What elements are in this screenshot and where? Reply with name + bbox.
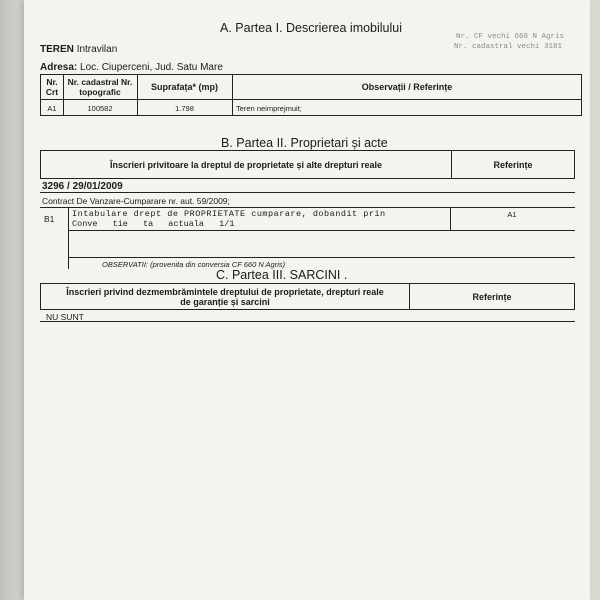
row-nr: A1: [47, 104, 57, 113]
charges-divider: [40, 321, 575, 322]
owners-entry: [40, 207, 575, 269]
charges-table-header: [40, 283, 575, 310]
charges-header-right: Referințe: [472, 292, 512, 302]
document-page: [24, 0, 590, 600]
section-c-title: C. Partea III. SARCINI .: [216, 268, 348, 282]
header-observations: Observații / Referințe: [361, 82, 453, 92]
contract-line: Contract De Vanzare-Cumparare nr. aut. 59/2009;: [42, 196, 230, 206]
charges-header-left: Înscrieri privind dezmembrămintele dreptului de proprietate, drepturi reale de garanție și sarcini: [66, 287, 384, 307]
charges-value: NU SUNT: [46, 312, 84, 322]
land-type-bold: TEREN: [40, 44, 74, 55]
land-type: [40, 44, 117, 55]
owners-header-left: Înscrieri privitoare la dreptul de proprietate și alte drepturi reale: [109, 160, 383, 170]
owners-table-header: [40, 150, 575, 179]
entry-id: B1: [44, 214, 55, 224]
land-type-value: Intravilan: [76, 44, 118, 55]
address-label: Adresa:: [40, 62, 78, 73]
section-a-title: A. Partea I. Descrierea imobilului: [220, 21, 403, 35]
row-surface: 1.798: [175, 104, 194, 113]
entry-text-1: Intabulare drept de PROPRIETATE cumparare, dobandit prin: [72, 209, 386, 219]
row-cadastral: 100582: [87, 104, 113, 113]
header-nr-crt: Nr. Crt: [45, 77, 59, 97]
section-b-title: B. Partea II. Proprietari și acte: [221, 136, 388, 150]
description-table: [40, 74, 582, 116]
address-value: Loc. Ciuperceni, Jud. Satu Mare: [80, 62, 223, 73]
old-cadastral-number: Nr. cadastral vechi 3181: [454, 43, 563, 51]
scan-left-edge: [0, 0, 24, 600]
entry-observation: OBSERVATII: (provenita din conversia CF 660 N Agris): [102, 260, 286, 269]
entry-number: 3296 / 29/01/2009: [42, 181, 123, 192]
address-line: [40, 62, 223, 73]
entry-divider: [40, 192, 575, 193]
entry-text-2: Conve tie ta actuala 1/1: [72, 219, 235, 229]
header-surface: Suprafața* (mp): [150, 82, 218, 92]
entry-reference: A1: [507, 210, 517, 219]
old-cf-number: Nr. CF vechi 660 N Agris: [456, 33, 565, 41]
owners-header-right: Referințe: [493, 160, 533, 170]
row-observations: Teren neimprejmuit;: [236, 104, 302, 113]
header-cadastral: Nr. cadastral Nr. topografic: [67, 77, 133, 97]
